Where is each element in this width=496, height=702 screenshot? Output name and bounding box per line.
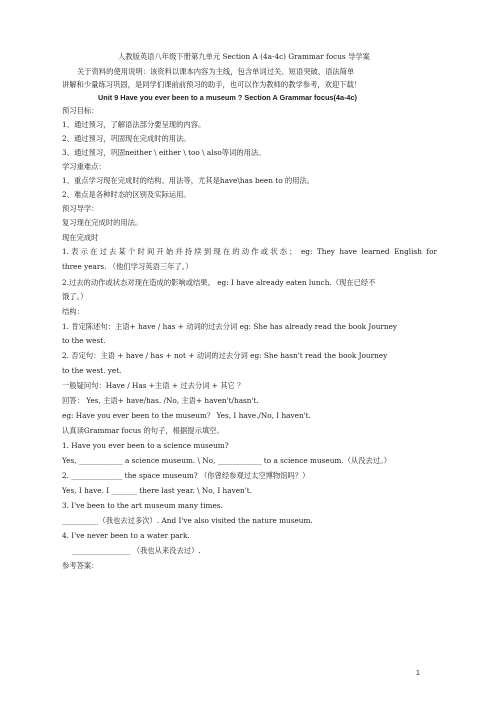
intro-text-line-2: 讲解和少量练习巩固，是同学们课前前预习的助手，也可以作为教师的教学参考，欢迎下载！	[62, 80, 362, 89]
answers-title: 参考答案：	[62, 561, 99, 570]
question-1-answer-line: Yes, ____________ a science museum. \ No, ____________ to a science museum.（从没去过。）	[62, 456, 392, 465]
guide-title: 预习导学：	[62, 204, 99, 213]
question-3: 3. I've been to the art museum many times.	[62, 501, 223, 510]
page-number: 1	[416, 670, 420, 677]
intro-text-line-1: 关于资料的使用说明：该资料以课本内容为主线，包含单词过关、短语突破、语法简单	[77, 67, 355, 76]
usage-2-line-2: 饿了。）	[62, 292, 88, 301]
document-title: 人教版英语八年级下册第九单元 Section A (4a-4c) Grammar focus 导学案	[118, 52, 370, 61]
keypoints-title: 学习重难点：	[62, 162, 106, 171]
keypoint-item-1: 1、重点学习现在完成时的结构、用法等，尤其是have\has been to 的用法。	[62, 176, 315, 185]
unit-heading: Unit 9 Have you ever been to a museum ? Section A Grammar focus(4a-4c)	[98, 93, 357, 102]
question-2: 2. ______________ the space museum? （你曾经参观过太空博物馆吗？）	[62, 471, 310, 480]
question-4: 4. I've never been to a water park.	[62, 531, 190, 540]
structure-2-line-2: to the west. yet.	[62, 366, 122, 375]
goal-item-2: 2、通过预习，巩固现在完成时的用法。	[62, 134, 191, 143]
answer-pattern-line: 回答： Yes, 主语+ have/has. /No, 主语+ haven't/hasn't.	[62, 396, 259, 405]
example-line: eg: Have you ever been to the museum？ Yes, I have./No, I haven't.	[62, 411, 311, 420]
general-question-line: 一般疑问句：Have / Has +主语 + 过去分词 + 其它 ？	[62, 381, 245, 390]
question-2-answer-line: Yes, I have. I _______ there last year. \ No, I haven't.	[62, 486, 252, 495]
question-1: 1. Have you ever been to a science museum?	[62, 441, 229, 450]
usage-2-line-1: 2.过去的动作或状态对现在造成的影响或结果。 eg: I have already eaten lunch.（现在已经不	[62, 278, 376, 287]
keypoint-item-2: 2、难点是各种时态的区别及实际运用。	[62, 190, 191, 199]
structure-1-line-1: 1. 肯定陈述句：主语+ have / has + 动词的过去分词 eg: She has already read the book Journey	[62, 322, 398, 331]
structure-2-line-1: 2. 否定句：主语 + have / has + not + 动词的过去分词 eg: She hasn't read the book Journey	[62, 351, 388, 360]
exercise-intro: 认真读Grammar focus 的句子，根据提示填空。	[62, 426, 224, 435]
usage-1-line-2: three years. （他们学习英语三年了。）	[62, 262, 193, 271]
goals-title: 预习目标：	[62, 106, 99, 115]
structure-1-line-2: to the west.	[62, 336, 106, 345]
usage-1-line-1: 1.表示在过去某个时间开始并持续到现在的动作或状态； eg: They have learned English for	[62, 247, 437, 256]
goal-item-1: 1、通过预习，了解语法部分要呈现的内容。	[62, 120, 206, 129]
question-3-answer-line: __________（我也去过多次）. And I've also visited the nature museum.	[62, 516, 313, 525]
structure-title: 结构：	[62, 307, 84, 316]
guide-text: 复习现在完成时的用法。	[62, 218, 143, 227]
present-perfect-title: 现在完成时	[62, 233, 99, 242]
question-4-answer-line: ________________ （我也从来没去过）.	[72, 546, 201, 555]
goal-item-3: 3、通过预习，巩固neither \ either \ too \ also等词的用法。	[62, 148, 266, 157]
